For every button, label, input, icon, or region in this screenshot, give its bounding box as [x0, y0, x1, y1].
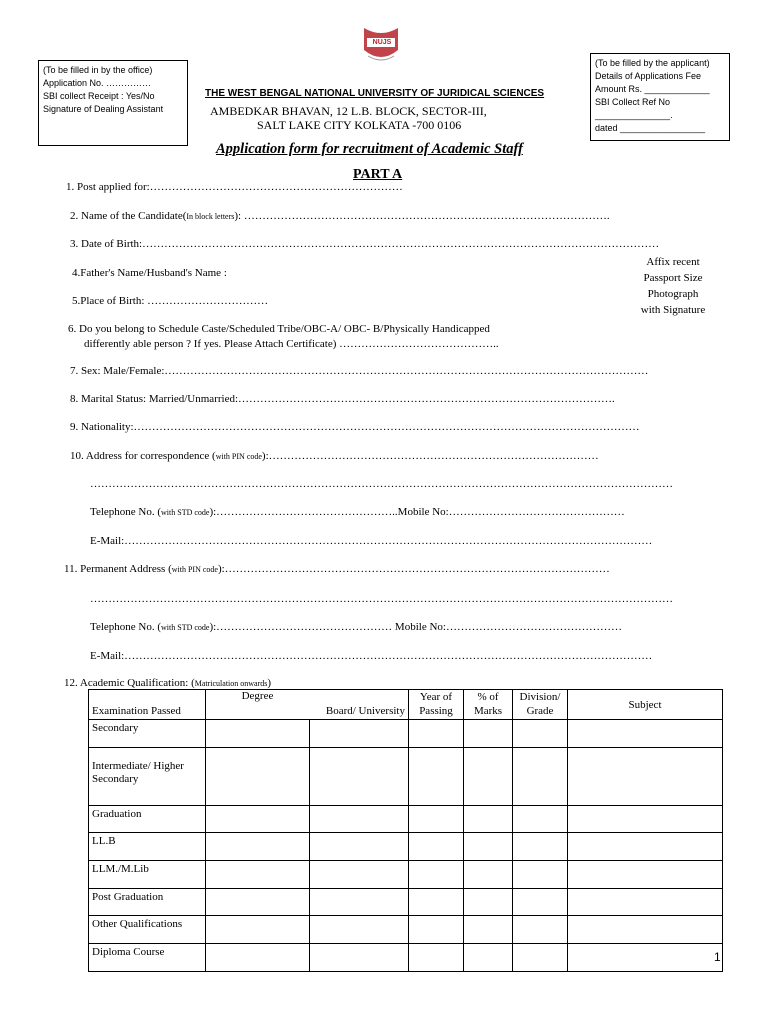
- label: 11. Permanent Address (: [64, 563, 172, 575]
- correspondence-phone-field[interactable]: [90, 506, 625, 518]
- dotted-line: ): ……………………………………………………………………………………….: [234, 210, 610, 222]
- subject-cell[interactable]: [568, 916, 723, 944]
- board-cell[interactable]: [309, 861, 409, 889]
- photo-box[interactable]: [628, 254, 718, 318]
- father-name-field[interactable]: 4.Father's Name/Husband's Name :: [72, 267, 227, 279]
- nujs-logo: [358, 24, 404, 66]
- qualification-table: [88, 689, 723, 972]
- sbi-ref-label: SBI Collect Ref No: [595, 97, 671, 107]
- header-percent-line: % of: [477, 691, 499, 703]
- label-note: with STD code: [161, 508, 210, 517]
- applicant-fee-box: [590, 53, 730, 141]
- label-note: with PIN code: [171, 565, 218, 574]
- subject-cell[interactable]: [568, 748, 723, 806]
- dealing-assistant-signature: Signature of Dealing Assistant: [43, 104, 164, 114]
- header-percent-line: Marks: [473, 705, 503, 717]
- row-label: Other Qualifications: [89, 916, 206, 944]
- dotted-line: ):……………………………………………………………………………………………: [217, 563, 610, 575]
- fee-amount-field[interactable]: Amount Rs. _____________: [595, 84, 710, 94]
- row-label: Post Graduation: [89, 889, 206, 916]
- label: 2. Name of the Candidate(: [70, 210, 187, 222]
- sbi-receipt-field[interactable]: SBI collect Receipt : Yes/No: [43, 91, 155, 101]
- sex-field[interactable]: 7. Sex: Male/Female:……………………………………………………………………………………………………………………: [70, 365, 649, 377]
- marks-cell[interactable]: [464, 833, 513, 861]
- board-cell[interactable]: [309, 916, 409, 944]
- header-division-line: Grade: [526, 705, 554, 717]
- form-title: Application form for recruitment of Academic Staff: [216, 141, 523, 157]
- permanent-address-field[interactable]: [64, 563, 610, 575]
- category-field[interactable]: differently able person ? If yes. Please Attach Certificate) ……………………………………..: [84, 338, 499, 350]
- header-degree: Degree: [206, 690, 310, 720]
- table-row: [89, 806, 723, 833]
- marks-cell[interactable]: [464, 944, 513, 972]
- table-row: [89, 944, 723, 972]
- subject-cell[interactable]: [568, 944, 723, 972]
- application-no-field[interactable]: Application No. ……………: [43, 78, 152, 88]
- marks-cell[interactable]: [464, 916, 513, 944]
- permanent-email-field[interactable]: E-Mail:………………………………………………………………………………………………………………………………: [90, 650, 653, 662]
- subject-cell[interactable]: [568, 861, 723, 889]
- year-cell[interactable]: [409, 861, 464, 889]
- post-applied-field[interactable]: 1. Post applied for:……………………………………………………………: [66, 181, 403, 193]
- academic-qualification-heading: [64, 677, 271, 689]
- logo-text: NUJS: [372, 39, 392, 46]
- grade-cell[interactable]: [513, 861, 568, 889]
- photo-line: Passport Size: [643, 272, 703, 284]
- label: 12. Academic Qualification: (: [64, 677, 195, 689]
- board-cell[interactable]: [309, 806, 409, 833]
- table-row: [89, 861, 723, 889]
- year-cell[interactable]: [409, 916, 464, 944]
- photo-line: Photograph: [647, 288, 699, 300]
- dotted-line: ):…………………………………………..Mobile No:…………………………………………: [209, 506, 625, 518]
- grade-cell[interactable]: [513, 889, 568, 916]
- office-use-box: [38, 60, 188, 146]
- board-cell[interactable]: [309, 720, 409, 748]
- label-note: with STD code: [161, 623, 210, 632]
- header-board: Board/ University: [309, 690, 409, 720]
- label: 10. Address for correspondence (: [70, 450, 216, 462]
- correspondence-email-field[interactable]: E-Mail:………………………………………………………………………………………………………………………………: [90, 535, 653, 547]
- candidate-name-field[interactable]: [70, 210, 610, 222]
- dotted-line: ):………………………………………………………………………………: [261, 450, 599, 462]
- marks-cell[interactable]: [464, 806, 513, 833]
- grade-cell[interactable]: [513, 916, 568, 944]
- header-exam: Examination Passed: [89, 690, 206, 720]
- grade-cell[interactable]: [513, 806, 568, 833]
- year-cell[interactable]: [409, 720, 464, 748]
- degree-cell[interactable]: [206, 889, 310, 916]
- applicant-box-line: (To be filled by the applicant): [595, 58, 710, 68]
- header-division: [513, 690, 568, 720]
- marital-status-field[interactable]: 8. Marital Status: Married/Unmarried:………………………………………………………………………………………….: [70, 393, 615, 405]
- table-row: [89, 748, 723, 806]
- subject-cell[interactable]: [568, 889, 723, 916]
- grade-cell[interactable]: [513, 944, 568, 972]
- permanent-phone-field[interactable]: [90, 621, 622, 633]
- label-close: ): [267, 677, 272, 689]
- degree-cell[interactable]: [206, 916, 310, 944]
- grade-cell[interactable]: [513, 833, 568, 861]
- permanent-address-line-2[interactable]: ……………………………………………………………………………………………………………………………………………: [90, 593, 673, 605]
- header-division-line: Division/: [519, 691, 561, 703]
- degree-cell[interactable]: [206, 861, 310, 889]
- board-cell[interactable]: [309, 748, 409, 806]
- photo-line: Affix recent: [646, 256, 700, 268]
- dated-field[interactable]: dated _________________: [595, 123, 706, 133]
- header-year-line: Year of: [419, 691, 453, 703]
- applicant-box-line: Details of Applications Fee: [595, 71, 702, 81]
- sbi-ref-field[interactable]: _______________.: [595, 110, 673, 120]
- nationality-field[interactable]: 9. Nationality:…………………………………………………………………………………………………………………………: [70, 421, 640, 433]
- correspondence-address-field[interactable]: [70, 450, 599, 462]
- label: Telephone No. (: [90, 506, 162, 518]
- office-box-line: (To be filled in by the office): [43, 65, 153, 75]
- address-line-1: AMBEDKAR BHAVAN, 12 L.B. BLOCK, SECTOR-III,: [210, 104, 487, 118]
- label: Telephone No. (: [90, 621, 162, 633]
- subject-cell[interactable]: [568, 720, 723, 748]
- grade-cell[interactable]: [513, 748, 568, 806]
- board-cell[interactable]: [309, 833, 409, 861]
- header-year-line: Passing: [419, 705, 453, 717]
- degree-cell[interactable]: [206, 748, 310, 806]
- subject-cell[interactable]: [568, 833, 723, 861]
- table-row: [89, 833, 723, 861]
- table-row: [89, 720, 723, 748]
- year-cell[interactable]: [409, 748, 464, 806]
- marks-cell[interactable]: [464, 748, 513, 806]
- row-label: Secondary: [89, 720, 206, 748]
- marks-cell[interactable]: [464, 861, 513, 889]
- year-cell[interactable]: [409, 889, 464, 916]
- marks-cell[interactable]: [464, 720, 513, 748]
- marks-cell[interactable]: [464, 889, 513, 916]
- table-row: [89, 916, 723, 944]
- label-note: with PIN code: [215, 452, 262, 461]
- year-cell[interactable]: [409, 944, 464, 972]
- category-question: 6. Do you belong to Schedule Caste/Scheduled Tribe/OBC-A/ OBC- B/Physically Handicapped: [68, 323, 490, 335]
- place-of-birth-field[interactable]: 5.Place of Birth: ……………………………: [72, 295, 269, 307]
- degree-cell[interactable]: [206, 720, 310, 748]
- degree-cell[interactable]: [206, 833, 310, 861]
- label-note: In block letters: [186, 212, 235, 221]
- header-percent: [464, 690, 513, 720]
- page-number: 1: [714, 950, 721, 964]
- photo-line: with Signature: [640, 304, 706, 316]
- row-label: LLM./M.Lib: [89, 861, 206, 889]
- degree-cell[interactable]: [206, 944, 310, 972]
- table-row: [89, 889, 723, 916]
- year-cell[interactable]: [409, 806, 464, 833]
- year-cell[interactable]: [409, 833, 464, 861]
- subject-cell[interactable]: [568, 806, 723, 833]
- row-label: Intermediate/ Higher Secondary: [89, 748, 206, 806]
- row-label: LL.B: [89, 833, 206, 861]
- address-line-2: SALT LAKE CITY KOLKATA -700 0106: [257, 118, 462, 132]
- board-cell[interactable]: [309, 944, 409, 972]
- board-cell[interactable]: [309, 889, 409, 916]
- dotted-line: ):………………………………………… Mobile No:…………………………………………: [209, 621, 622, 633]
- row-label: Graduation: [89, 806, 206, 833]
- table-header-row: [89, 690, 723, 720]
- date-of-birth-field[interactable]: 3. Date of Birth:……………………………………………………………………………………………………………………………: [70, 238, 660, 250]
- degree-cell[interactable]: [206, 806, 310, 833]
- university-name: THE WEST BENGAL NATIONAL UNIVERSITY OF JURIDICAL SCIENCES: [205, 88, 545, 99]
- part-heading: PART A: [353, 167, 403, 182]
- row-label: Diploma Course: [89, 944, 206, 972]
- correspondence-address-line-2[interactable]: ……………………………………………………………………………………………………………………………………………: [90, 478, 673, 490]
- header-year: [409, 690, 464, 720]
- header-subject: Subject: [568, 690, 723, 720]
- label-note: Matriculation onwards: [194, 679, 268, 688]
- grade-cell[interactable]: [513, 720, 568, 748]
